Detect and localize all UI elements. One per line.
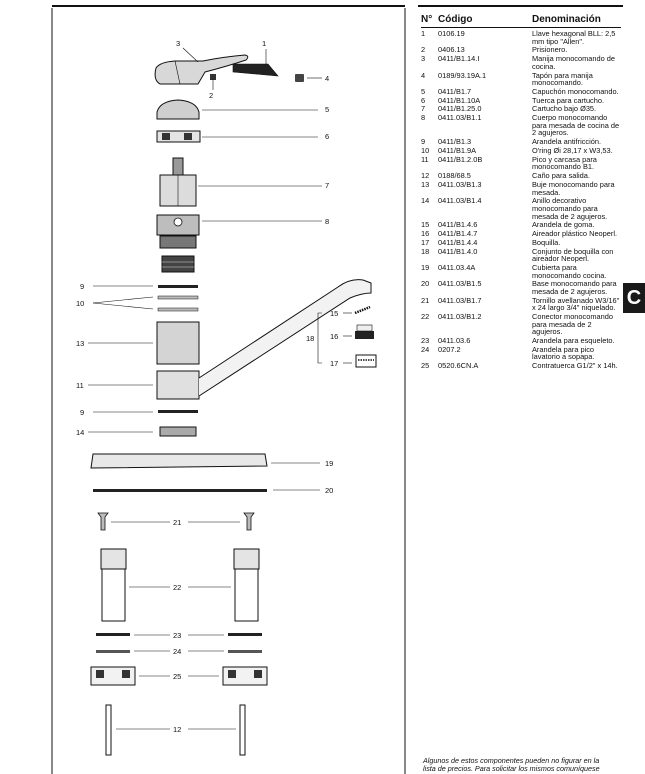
table-row: [421, 156, 621, 171]
row-number: 16: [421, 229, 430, 239]
parts-table-header: [421, 14, 621, 28]
row-number: 2: [421, 45, 426, 55]
callout-4: 4: [325, 74, 330, 83]
footnote-line-2: lista de precios. Para solicitar los mismos comuníquese: [423, 764, 600, 773]
row-number: 3: [421, 54, 426, 64]
row-number: 21: [421, 295, 430, 305]
row-name: Arandela para pico lavatorio a sopapa.: [532, 344, 595, 362]
row-number: 10: [421, 146, 430, 155]
row-code: 0411/B1.2.0B: [438, 154, 483, 164]
row-name: Cartucho bajo Ø35.: [532, 104, 597, 114]
table-top-rule: [418, 5, 623, 7]
footnote-line-1: Algunos de estos componentes pueden no figurar en la: [423, 756, 600, 765]
row-number: 14: [421, 196, 430, 206]
table-row: [421, 55, 621, 70]
part-washer-24-right: [228, 650, 262, 653]
table-row: [421, 197, 621, 220]
callout-25: 25: [173, 672, 182, 681]
row-code: 0411/B1.25.0: [438, 104, 482, 114]
row-number: 19: [421, 263, 430, 272]
table-row: [421, 248, 621, 263]
table-row: [421, 280, 621, 295]
row-code: 0411.03/B1.1: [438, 113, 482, 123]
row-code: 0520.6CN.A: [438, 361, 479, 371]
row-name: Prisionero.: [532, 45, 568, 55]
callout-22: 22: [173, 583, 182, 592]
row-code: 0411/B1.14.I: [438, 54, 480, 64]
table-row: [421, 362, 621, 370]
callout-9-top: 9: [80, 282, 85, 291]
table-row: [421, 297, 621, 312]
part-washer-24-left: [96, 650, 130, 653]
row-name: Arandela de goma.: [532, 220, 595, 230]
row-number: 1: [421, 29, 426, 38]
row-number: 23: [421, 336, 430, 346]
row-code: 0411.03/B1.2: [438, 312, 482, 322]
row-name: Aireador plástico Neoperl.: [532, 229, 618, 239]
row-name: Tuerca para cartucho.: [532, 95, 605, 105]
table-row: [421, 72, 621, 87]
row-code: 0411/B1.4.0: [438, 246, 478, 256]
table-row: [421, 337, 621, 345]
part-washer-9-bottom: [158, 410, 198, 413]
part-allen-key: [233, 64, 278, 76]
row-number: 24: [421, 344, 430, 354]
table-row: [421, 30, 621, 45]
callout-7: 7: [325, 181, 330, 190]
callout-24: 24: [173, 647, 182, 656]
part-pipe-right: [240, 705, 245, 755]
callout-21: 21: [173, 518, 182, 527]
part-nozzle: [356, 355, 376, 367]
row-number: 4: [421, 70, 426, 80]
row-code: 0411.03/B1.3: [438, 179, 482, 189]
row-name: Contratuerca G1/2" x 14h.: [532, 361, 618, 371]
callout-2: 2: [209, 91, 214, 100]
row-name: Arandela antifricción.: [532, 137, 602, 147]
callout-12: 12: [173, 725, 182, 734]
row-number: 7: [421, 104, 426, 114]
row-code: 0106.19: [438, 29, 465, 38]
table-row: [421, 172, 621, 180]
callout-9-bottom: 9: [80, 408, 85, 417]
part-base: [93, 489, 267, 492]
row-code: 0189/93.19A.1: [438, 70, 487, 80]
row-name: Cuerpo monocomando para mesada de cocina de 2 agujeros.: [532, 113, 620, 138]
row-name: Caño para salida.: [532, 171, 590, 181]
row-name: Tornillo avellanado W3/16" x 24 largo 3/4" niquelado.: [532, 295, 620, 313]
callout-10: 10: [76, 299, 85, 308]
part-washer-9-top: [158, 285, 198, 288]
callout-18: 18: [306, 334, 315, 343]
callout-11: 11: [76, 381, 84, 390]
table-row: [421, 264, 621, 279]
row-code: 0411/B1.4.7: [438, 229, 478, 239]
row-code: 0188/68.5: [438, 171, 471, 181]
part-pipe-left: [106, 705, 111, 755]
row-code: 0411/B1.3: [438, 137, 472, 147]
part-aerator: [355, 325, 374, 339]
row-name: Manija monocomando de cocina.: [532, 54, 615, 71]
row-name: Anillo decorativo monocomando para mesada de 2 agujeros.: [532, 196, 608, 221]
callout-5: 5: [325, 105, 330, 114]
part-oring-10a: [158, 296, 198, 299]
callout-19: 19: [325, 459, 334, 468]
table-row: [421, 114, 621, 137]
row-name: Conjunto de boquilla con aireador Neoperl.: [532, 246, 614, 264]
table-row: [421, 181, 621, 196]
row-number: 13: [421, 179, 430, 189]
leader-lines: [88, 48, 352, 729]
row-code: 0411.03/B1.4: [438, 196, 482, 206]
row-number: 6: [421, 95, 426, 105]
row-name: Boquilla.: [532, 237, 561, 247]
row-name: Conector monocomando para mesada de 2 agujeros.: [532, 312, 613, 337]
part-oring-10b: [158, 308, 198, 311]
part-rubber-washer: [355, 307, 370, 313]
header-code: Código: [438, 14, 473, 25]
row-name: Arandela para esqueleto.: [532, 336, 615, 346]
part-cartridge-nut: [157, 131, 200, 142]
row-code: 0411/B1.7: [438, 86, 472, 96]
row-name: Base monocomando para mesada de 2 agujeros.: [532, 279, 617, 296]
callout-15: 15: [330, 309, 339, 318]
row-name: Buje monocomando para mesada.: [532, 179, 615, 197]
row-code: 0411.03.4A: [438, 263, 476, 272]
table-row: [421, 346, 621, 361]
row-number: 20: [421, 279, 430, 289]
part-washer-23-left: [96, 633, 130, 636]
row-name: Llave hexagonal BLL: 2,5 mm tipo "Allen".: [532, 29, 616, 46]
part-decorative-ring: [160, 427, 196, 436]
row-code: 0406.13: [438, 45, 465, 55]
part-body: [157, 215, 199, 272]
footnote: [423, 757, 623, 773]
table-row: [421, 221, 621, 229]
part-bushing: [157, 322, 199, 364]
callout-20: 20: [325, 486, 334, 495]
callout-14: 14: [76, 428, 85, 437]
header-name: Denominación: [532, 14, 601, 25]
row-number: 11: [421, 154, 429, 164]
table-row: [421, 230, 621, 238]
row-code: 0411/B1.4.6: [438, 220, 478, 230]
table-row: [421, 239, 621, 247]
callout-8: 8: [325, 217, 330, 226]
part-washer-23-right: [228, 633, 262, 636]
callout-13: 13: [76, 339, 85, 348]
parts-table: [421, 14, 621, 370]
table-row: [421, 147, 621, 155]
row-code: 0411.03/B1.7: [438, 295, 482, 305]
table-row: [421, 105, 621, 113]
callout-17: 17: [330, 359, 339, 368]
table-row: [421, 97, 621, 105]
row-number: 8: [421, 113, 426, 123]
row-name: Pico y carcasa para monocomando B1.: [532, 154, 597, 172]
row-number: 15: [421, 220, 430, 230]
row-number: 17: [421, 237, 430, 247]
callout-16: 16: [330, 332, 339, 341]
row-code: 0411/B1.9A: [438, 146, 477, 155]
row-number: 18: [421, 246, 430, 256]
row-name: Cubierta para monocomando cocina.: [532, 263, 607, 280]
parts-table-body: [421, 30, 621, 370]
row-code: 0411.03/B1.5: [438, 279, 482, 289]
row-code: 0411/B1.4.4: [438, 237, 478, 247]
row-code: 0411.03.6: [438, 336, 471, 346]
row-number: 12: [421, 171, 430, 181]
row-code: 0411/B1.10A: [438, 95, 481, 105]
table-row: [421, 313, 621, 336]
part-cartridge: [160, 158, 196, 206]
callout-6: 6: [325, 132, 330, 141]
table-row: [421, 88, 621, 96]
table-row: [421, 46, 621, 54]
row-number: 22: [421, 312, 430, 322]
row-name: Capuchón monocomando.: [532, 86, 619, 96]
part-handle-cap: [295, 74, 304, 82]
callout-23: 23: [173, 631, 182, 640]
header-number: N°: [421, 14, 433, 25]
row-number: 5: [421, 86, 426, 96]
row-number: 25: [421, 361, 430, 371]
callout-3: 3: [176, 39, 181, 48]
section-tab: C: [623, 283, 645, 313]
part-hood: [157, 100, 199, 119]
row-name: O'ring Øi 28,17 x W3,53.: [532, 146, 613, 155]
callout-1: 1: [262, 39, 267, 48]
part-cover-plate: [91, 454, 267, 468]
row-name: Tapón para manija monocomando.: [532, 70, 593, 88]
table-row: [421, 138, 621, 146]
row-code: 0207.2: [438, 344, 461, 354]
row-number: 9: [421, 137, 426, 147]
